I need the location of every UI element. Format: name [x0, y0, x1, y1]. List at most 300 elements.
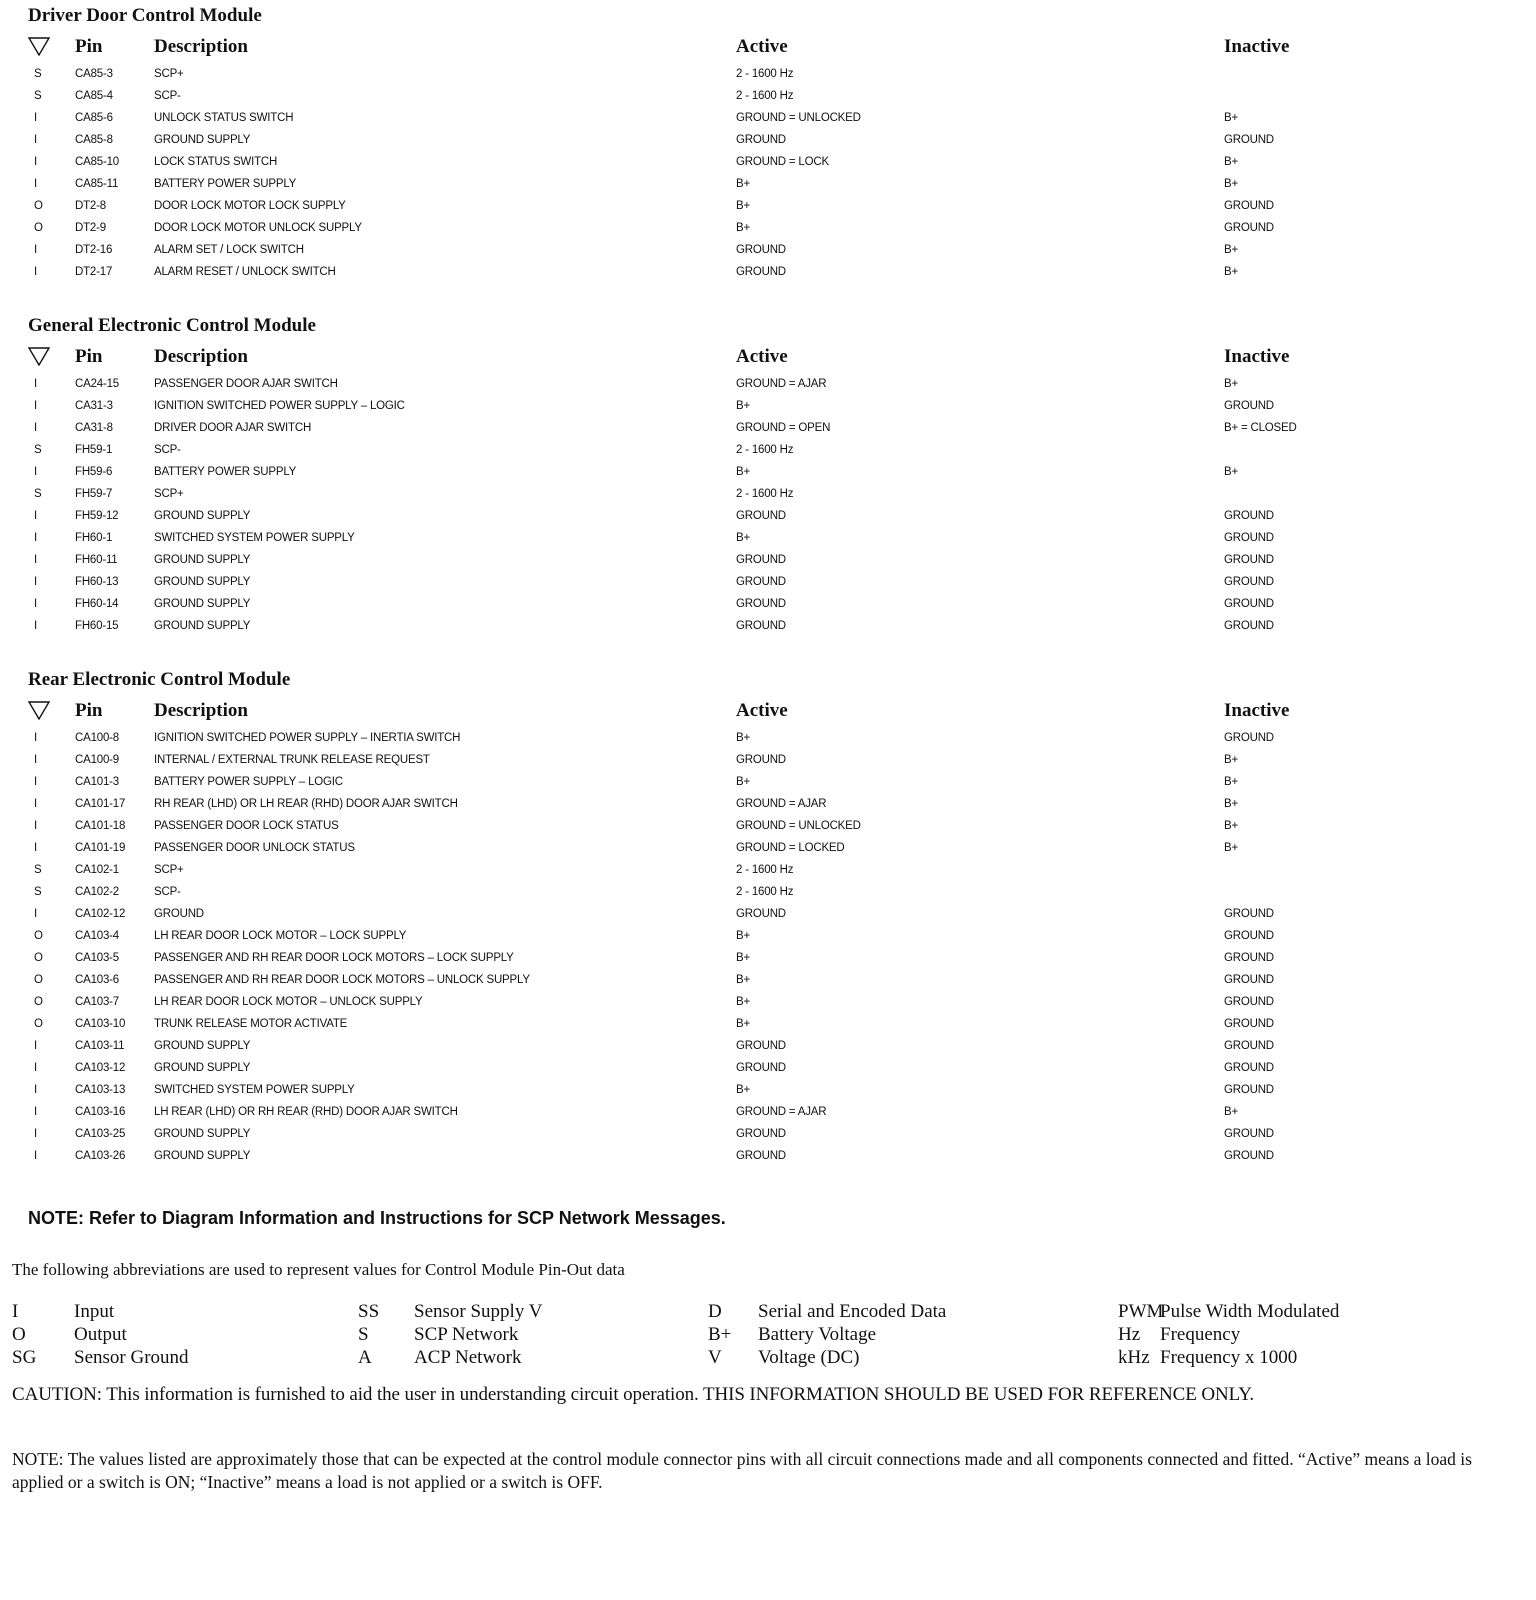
row-description: GROUND SUPPLY: [154, 1062, 251, 1074]
row-inactive: B+: [1224, 178, 1238, 190]
section-title: General Electronic Control Module: [28, 315, 316, 336]
row-inactive: GROUND: [1224, 598, 1274, 610]
row-active: GROUND: [736, 554, 786, 566]
row-pin: CA31-8: [75, 422, 113, 434]
row-pin: CA85-10: [75, 156, 119, 168]
row-active: GROUND = UNLOCKED: [736, 112, 861, 124]
abbreviation-code: S: [358, 1324, 369, 1345]
row-description: BATTERY POWER SUPPLY: [154, 466, 297, 478]
row-pin: CA85-3: [75, 68, 113, 80]
row-pin: FH60-1: [75, 532, 113, 544]
row-active: GROUND = OPEN: [736, 422, 831, 434]
header-inactive: Inactive: [1224, 36, 1290, 57]
abbreviation-column: [12, 1300, 189, 1369]
row-type: O: [34, 952, 43, 964]
row-description: DOOR LOCK MOTOR LOCK SUPPLY: [154, 200, 346, 212]
row-type: I: [34, 776, 37, 788]
row-description: DRIVER DOOR AJAR SWITCH: [154, 422, 312, 434]
row-active: 2 - 1600 Hz: [736, 886, 794, 898]
row-inactive: GROUND: [1224, 1084, 1274, 1096]
row-inactive: GROUND: [1224, 1150, 1274, 1162]
row-active: GROUND: [736, 1062, 786, 1074]
row-pin: CA31-3: [75, 400, 113, 412]
row-pin: DT2-17: [75, 266, 113, 278]
row-description: LH REAR DOOR LOCK MOTOR – UNLOCK SUPPLY: [154, 996, 423, 1008]
table-row: [0, 262, 1536, 284]
row-active: GROUND: [736, 1128, 786, 1140]
abbreviation-code: Hz: [1118, 1324, 1141, 1345]
row-pin: CA103-12: [75, 1062, 126, 1074]
row-pin: FH59-12: [75, 510, 119, 522]
header-description: Description: [154, 36, 248, 57]
row-type: O: [34, 974, 43, 986]
row-pin: DT2-8: [75, 200, 106, 212]
row-inactive: GROUND: [1224, 400, 1274, 412]
row-type: I: [34, 754, 37, 766]
row-type: I: [34, 842, 37, 854]
row-inactive: B+: [1224, 754, 1238, 766]
row-description: PASSENGER DOOR UNLOCK STATUS: [154, 842, 355, 854]
header-active: Active: [736, 346, 788, 367]
row-pin: CA103-26: [75, 1150, 126, 1162]
header-pin: Pin: [75, 36, 103, 57]
abbreviation-code: kHz: [1118, 1347, 1150, 1368]
row-type: I: [34, 1040, 37, 1052]
row-type: S: [34, 90, 42, 102]
row-active: GROUND: [736, 576, 786, 588]
row-inactive: GROUND: [1224, 532, 1274, 544]
abbreviation-item: [12, 1346, 189, 1369]
row-inactive: B+: [1224, 156, 1238, 168]
pin-table: [0, 64, 1536, 284]
abbreviation-code: D: [708, 1301, 722, 1322]
pin-table: [0, 728, 1536, 1168]
table-row: [0, 440, 1536, 462]
row-pin: FH60-15: [75, 620, 119, 632]
header-pin: Pin: [75, 700, 103, 721]
row-active: GROUND: [736, 908, 786, 920]
header-active: Active: [736, 700, 788, 721]
abbreviation-item: [358, 1346, 522, 1369]
table-row: [0, 418, 1536, 440]
row-description: LH REAR (LHD) OR RH REAR (RHD) DOOR AJAR SWITCH: [154, 1106, 458, 1118]
row-pin: CA103-6: [75, 974, 119, 986]
row-active: B+: [736, 1018, 750, 1030]
row-type: I: [34, 532, 37, 544]
abbreviation-meaning: Output: [74, 1324, 127, 1345]
row-inactive: GROUND: [1224, 996, 1274, 1008]
table-row: [0, 992, 1536, 1014]
row-type: O: [34, 930, 43, 942]
row-pin: CA102-1: [75, 864, 119, 876]
row-active: GROUND = AJAR: [736, 1106, 827, 1118]
row-description: SCP+: [154, 864, 184, 876]
row-type: I: [34, 598, 37, 610]
abbreviation-meaning: ACP Network: [414, 1347, 522, 1368]
abbreviation-meaning: Battery Voltage: [758, 1324, 877, 1345]
abbreviation-meaning: Sensor Ground: [74, 1347, 189, 1368]
row-inactive: B+: [1224, 244, 1238, 256]
row-pin: CA101-18: [75, 820, 126, 832]
row-type: I: [34, 400, 37, 412]
row-active: B+: [736, 952, 750, 964]
row-inactive: B+ = CLOSED: [1224, 422, 1297, 434]
abbreviation-item: [12, 1323, 127, 1346]
row-pin: CA101-19: [75, 842, 126, 854]
row-active: B+: [736, 732, 750, 744]
row-type: O: [34, 200, 43, 212]
row-type: I: [34, 378, 37, 390]
row-description: GROUND SUPPLY: [154, 1040, 251, 1052]
row-description: BATTERY POWER SUPPLY: [154, 178, 297, 190]
row-type: S: [34, 886, 42, 898]
row-active: 2 - 1600 Hz: [736, 488, 794, 500]
row-pin: DT2-16: [75, 244, 113, 256]
row-active: B+: [736, 200, 750, 212]
row-description: SCP-: [154, 886, 181, 898]
row-inactive: B+: [1224, 378, 1238, 390]
row-type: I: [34, 244, 37, 256]
row-active: GROUND: [736, 754, 786, 766]
row-active: GROUND: [736, 134, 786, 146]
row-pin: CA100-9: [75, 754, 119, 766]
row-type: I: [34, 1128, 37, 1140]
row-active: B+: [736, 930, 750, 942]
row-inactive: B+: [1224, 1106, 1238, 1118]
abbreviation-item: [358, 1300, 543, 1323]
row-active: B+: [736, 222, 750, 234]
table-row: [0, 772, 1536, 794]
row-pin: CA85-6: [75, 112, 113, 124]
row-type: S: [34, 444, 42, 456]
row-description: PASSENGER DOOR LOCK STATUS: [154, 820, 339, 832]
abbreviation-item: [1118, 1346, 1298, 1369]
row-type: I: [34, 1150, 37, 1162]
row-inactive: GROUND: [1224, 510, 1274, 522]
row-pin: CA85-4: [75, 90, 113, 102]
caution-text: CAUTION: This information is furnished to aid the user in understanding circuit operation. THIS INFORMATION SHOULD BE USED FOR REFERENCE ONLY.: [12, 1384, 1255, 1405]
row-inactive: GROUND: [1224, 200, 1274, 212]
row-inactive: B+: [1224, 798, 1238, 810]
abbreviation-item: [12, 1300, 115, 1323]
row-active: GROUND: [736, 1150, 786, 1162]
row-type: I: [34, 1106, 37, 1118]
row-type: I: [34, 466, 37, 478]
abbreviation-code: V: [708, 1347, 722, 1368]
abbreviation-meaning: Voltage (DC): [758, 1347, 860, 1368]
row-active: B+: [736, 1084, 750, 1096]
header-inactive: Inactive: [1224, 346, 1290, 367]
table-row: [0, 550, 1536, 572]
abbreviation-item: [1118, 1300, 1340, 1323]
row-type: O: [34, 996, 43, 1008]
row-description: SWITCHED SYSTEM POWER SUPPLY: [154, 1084, 355, 1096]
row-pin: CA101-3: [75, 776, 119, 788]
row-inactive: GROUND: [1224, 620, 1274, 632]
table-row: [0, 904, 1536, 926]
row-description: GROUND SUPPLY: [154, 576, 251, 588]
table-row: [0, 240, 1536, 262]
table-row: [0, 1124, 1536, 1146]
row-pin: CA103-16: [75, 1106, 126, 1118]
row-pin: CA103-4: [75, 930, 119, 942]
table-row: [0, 196, 1536, 218]
row-type: I: [34, 156, 37, 168]
row-pin: FH60-11: [75, 554, 118, 566]
abbreviation-code: SG: [12, 1347, 37, 1368]
row-type: I: [34, 422, 37, 434]
abbreviation-item: [1118, 1323, 1241, 1346]
table-row: [0, 860, 1536, 882]
row-type: I: [34, 112, 37, 124]
row-active: B+: [736, 400, 750, 412]
row-inactive: GROUND: [1224, 576, 1274, 588]
row-description: ALARM RESET / UNLOCK SWITCH: [154, 266, 336, 278]
table-row: [0, 528, 1536, 550]
row-inactive: GROUND: [1224, 952, 1274, 964]
table-row: [0, 616, 1536, 638]
abbreviations-intro: The following abbreviations are used to represent values for Control Module Pin-Out data: [12, 1260, 625, 1279]
row-active: B+: [736, 532, 750, 544]
section-title: Driver Door Control Module: [28, 5, 262, 26]
row-pin: CA101-17: [75, 798, 126, 810]
abbreviation-column: [708, 1300, 947, 1369]
table-row: [0, 1102, 1536, 1124]
row-active: B+: [736, 974, 750, 986]
abbreviation-item: [358, 1323, 519, 1346]
row-pin: CA100-8: [75, 732, 119, 744]
table-header: [0, 346, 1536, 372]
row-type: I: [34, 798, 37, 810]
abbreviation-column: [1118, 1300, 1340, 1369]
row-description: GROUND SUPPLY: [154, 620, 251, 632]
row-description: IGNITION SWITCHED POWER SUPPLY – INERTIA SWITCH: [154, 732, 461, 744]
row-description: SWITCHED SYSTEM POWER SUPPLY: [154, 532, 355, 544]
row-inactive: B+: [1224, 820, 1238, 832]
row-active: 2 - 1600 Hz: [736, 68, 794, 80]
row-pin: CA103-5: [75, 952, 119, 964]
row-pin: CA103-10: [75, 1018, 126, 1030]
row-type: I: [34, 620, 37, 632]
row-description: INTERNAL / EXTERNAL TRUNK RELEASE REQUEST: [154, 754, 430, 766]
table-row: [0, 838, 1536, 860]
header-pin: Pin: [75, 346, 103, 367]
row-type: S: [34, 864, 42, 876]
row-inactive: GROUND: [1224, 974, 1274, 986]
row-type: S: [34, 488, 42, 500]
row-active: B+: [736, 466, 750, 478]
row-type: I: [34, 1084, 37, 1096]
row-inactive: GROUND: [1224, 1040, 1274, 1052]
row-description: PASSENGER AND RH REAR DOOR LOCK MOTORS – UNLOCK SUPPLY: [154, 974, 530, 986]
row-type: I: [34, 1062, 37, 1074]
row-active: 2 - 1600 Hz: [736, 90, 794, 102]
row-pin: CA85-8: [75, 134, 113, 146]
row-description: BATTERY POWER SUPPLY – LOGIC: [154, 776, 343, 788]
row-active: GROUND: [736, 266, 786, 278]
table-row: [0, 108, 1536, 130]
table-row: [0, 174, 1536, 196]
table-row: [0, 750, 1536, 772]
row-type: I: [34, 266, 37, 278]
row-description: GROUND SUPPLY: [154, 134, 251, 146]
row-description: LOCK STATUS SWITCH: [154, 156, 278, 168]
row-type: O: [34, 222, 43, 234]
table-row: [0, 572, 1536, 594]
row-pin: CA102-12: [75, 908, 126, 920]
abbreviation-meaning: Frequency x 1000: [1160, 1347, 1298, 1368]
table-row: [0, 594, 1536, 616]
abbreviation-meaning: Serial and Encoded Data: [758, 1301, 947, 1322]
row-inactive: B+: [1224, 112, 1238, 124]
table-row: [0, 816, 1536, 838]
row-active: GROUND: [736, 244, 786, 256]
row-pin: CA103-13: [75, 1084, 126, 1096]
table-row: [0, 64, 1536, 86]
table-row: [0, 152, 1536, 174]
table-row: [0, 1036, 1536, 1058]
header-description: Description: [154, 346, 248, 367]
row-type: I: [34, 554, 37, 566]
row-pin: DT2-9: [75, 222, 106, 234]
abbreviation-item: [708, 1323, 877, 1346]
row-inactive: GROUND: [1224, 930, 1274, 942]
row-description: SCP-: [154, 90, 181, 102]
row-description: IGNITION SWITCHED POWER SUPPLY – LOGIC: [154, 400, 405, 412]
row-active: GROUND: [736, 1040, 786, 1052]
abbreviation-meaning: Pulse Width Modulated: [1160, 1301, 1340, 1322]
table-row: [0, 882, 1536, 904]
row-pin: FH60-13: [75, 576, 119, 588]
row-type: I: [34, 510, 37, 522]
row-active: GROUND = UNLOCKED: [736, 820, 861, 832]
row-description: TRUNK RELEASE MOTOR ACTIVATE: [154, 1018, 348, 1030]
table-row: [0, 218, 1536, 240]
row-pin: CA102-2: [75, 886, 119, 898]
table-row: [0, 794, 1536, 816]
row-inactive: GROUND: [1224, 222, 1274, 234]
header-description: Description: [154, 700, 248, 721]
pin-table: [0, 374, 1536, 638]
table-row: [0, 484, 1536, 506]
row-type: I: [34, 908, 37, 920]
table-row: [0, 970, 1536, 992]
row-active: GROUND: [736, 598, 786, 610]
table-row: [0, 1080, 1536, 1102]
row-description: GROUND SUPPLY: [154, 1128, 251, 1140]
table-row: [0, 948, 1536, 970]
row-active: GROUND: [736, 510, 786, 522]
abbreviation-item: [708, 1300, 947, 1323]
row-pin: FH60-14: [75, 598, 119, 610]
table-row: [0, 728, 1536, 750]
row-description: ALARM SET / LOCK SWITCH: [154, 244, 304, 256]
row-pin: FH59-7: [75, 488, 113, 500]
row-inactive: B+: [1224, 466, 1238, 478]
table-row: [0, 130, 1536, 152]
row-description: PASSENGER AND RH REAR DOOR LOCK MOTORS – LOCK SUPPLY: [154, 952, 514, 964]
row-pin: FH59-6: [75, 466, 113, 478]
abbreviation-meaning: SCP Network: [414, 1324, 519, 1345]
table-header: [0, 36, 1536, 62]
row-pin: CA24-15: [75, 378, 119, 390]
table-row: [0, 926, 1536, 948]
scp-note: NOTE: Refer to Diagram Information and Instructions for SCP Network Messages.: [28, 1208, 726, 1228]
row-active: 2 - 1600 Hz: [736, 444, 794, 456]
row-inactive: B+: [1224, 842, 1238, 854]
abbreviation-code: I: [12, 1301, 19, 1322]
row-pin: CA103-7: [75, 996, 119, 1008]
abbreviation-code: PWM: [1118, 1301, 1164, 1322]
table-row: [0, 396, 1536, 418]
abbreviation-meaning: Input: [74, 1301, 115, 1322]
row-active: B+: [736, 776, 750, 788]
row-inactive: GROUND: [1224, 1062, 1274, 1074]
row-active: 2 - 1600 Hz: [736, 864, 794, 876]
header-active: Active: [736, 36, 788, 57]
abbreviation-column: [358, 1300, 543, 1369]
row-type: I: [34, 178, 37, 190]
triangle-icon: [28, 700, 50, 720]
row-active: GROUND = AJAR: [736, 378, 827, 390]
row-description: GROUND SUPPLY: [154, 1150, 251, 1162]
row-pin: FH59-1: [75, 444, 113, 456]
abbreviation-code: O: [12, 1324, 26, 1345]
row-inactive: GROUND: [1224, 1018, 1274, 1030]
row-inactive: GROUND: [1224, 1128, 1274, 1140]
table-row: [0, 1146, 1536, 1168]
row-description: GROUND SUPPLY: [154, 510, 251, 522]
table-row: [0, 506, 1536, 528]
row-active: GROUND = AJAR: [736, 798, 827, 810]
row-description: LH REAR DOOR LOCK MOTOR – LOCK SUPPLY: [154, 930, 407, 942]
row-active: GROUND: [736, 620, 786, 632]
row-pin: CA103-25: [75, 1128, 126, 1140]
row-inactive: B+: [1224, 266, 1238, 278]
row-type: O: [34, 1018, 43, 1030]
row-description: GROUND: [154, 908, 204, 920]
abbreviation-meaning: Frequency: [1160, 1324, 1241, 1345]
table-row: [0, 86, 1536, 108]
table-row: [0, 462, 1536, 484]
row-type: I: [34, 576, 37, 588]
abbreviation-code: A: [358, 1347, 372, 1368]
row-inactive: B+: [1224, 776, 1238, 788]
section-title: Rear Electronic Control Module: [28, 669, 291, 690]
abbreviation-meaning: Sensor Supply V: [414, 1301, 543, 1322]
row-description: UNLOCK STATUS SWITCH: [154, 112, 294, 124]
abbreviation-item: [708, 1346, 860, 1369]
row-description: DOOR LOCK MOTOR UNLOCK SUPPLY: [154, 222, 362, 234]
row-description: SCP-: [154, 444, 181, 456]
row-inactive: GROUND: [1224, 554, 1274, 566]
row-description: PASSENGER DOOR AJAR SWITCH: [154, 378, 338, 390]
row-description: GROUND SUPPLY: [154, 554, 251, 566]
values-note: NOTE: The values listed are approximately those that can be expected at the control module connector pins with all circuit connections made and all components connected and fitted. “Active” means a load is applied or a switch is ON; “Inactive” means a load is not applied or a switch is OFF.: [12, 1449, 1472, 1492]
row-active: B+: [736, 178, 750, 190]
table-row: [0, 374, 1536, 396]
row-description: SCP+: [154, 68, 184, 80]
header-inactive: Inactive: [1224, 700, 1290, 721]
row-description: SCP+: [154, 488, 184, 500]
row-type: I: [34, 732, 37, 744]
row-active: B+: [736, 996, 750, 1008]
row-active: GROUND = LOCK: [736, 156, 829, 168]
triangle-icon: [28, 36, 50, 56]
row-description: RH REAR (LHD) OR LH REAR (RHD) DOOR AJAR SWITCH: [154, 798, 458, 810]
row-pin: CA85-11: [75, 178, 119, 190]
row-active: GROUND = LOCKED: [736, 842, 845, 854]
